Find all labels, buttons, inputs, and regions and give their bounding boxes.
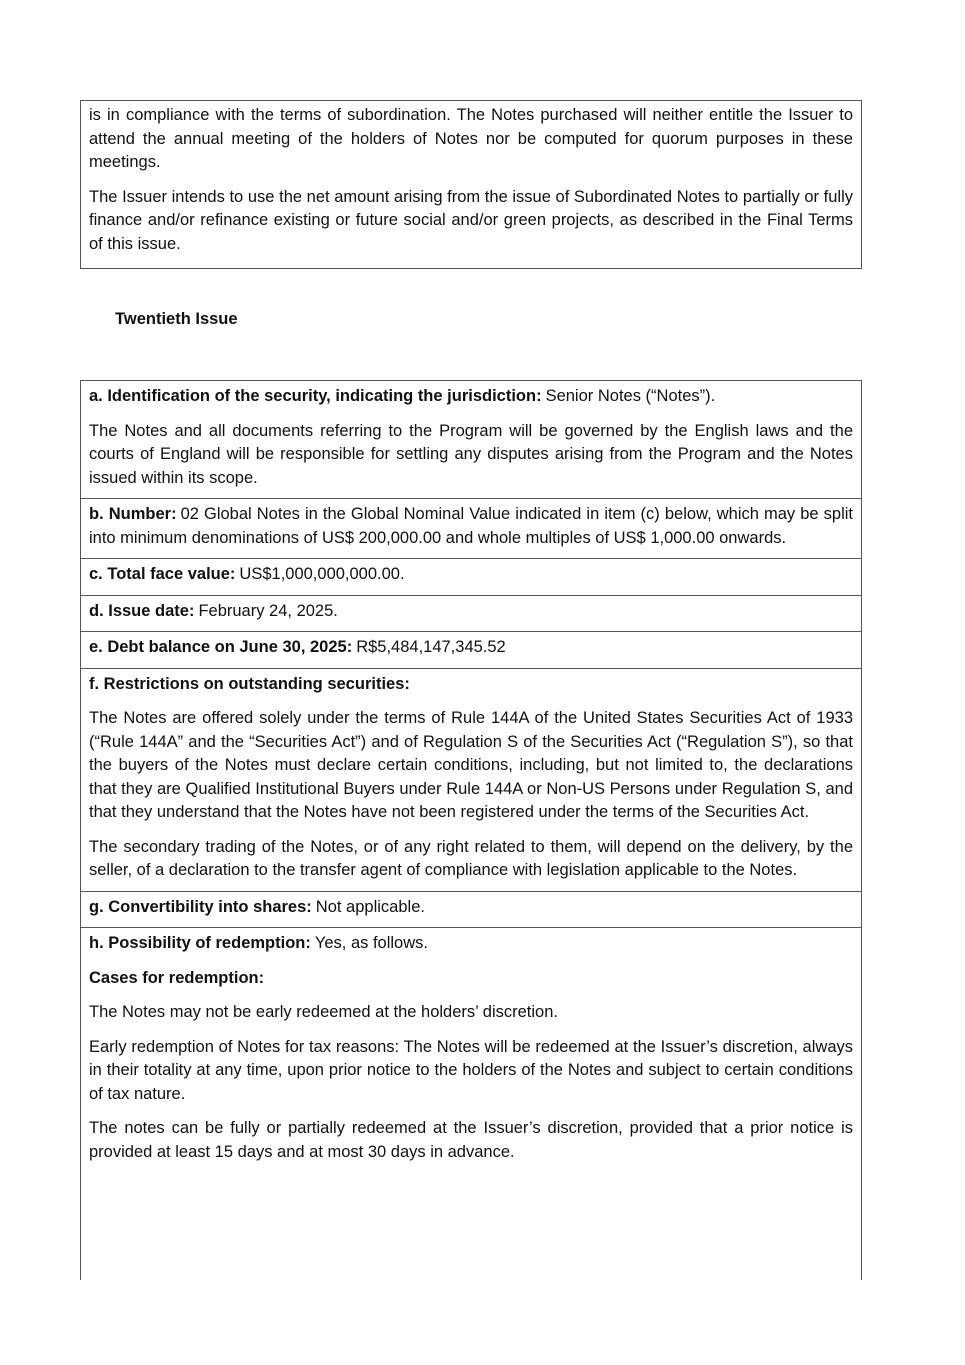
item-c-line [89,563,853,587]
item-h-cases-label: Cases for redemption: [89,968,265,987]
item-c-label: c. Total face value: [89,565,236,583]
item-e-value: R$5,484,147,345.52 [356,638,506,656]
continuation-box [80,100,862,269]
item-h-paragraph-1: The Notes may not be early redeemed at the holders’ discretion. [89,1003,558,1021]
item-a-label: a. Identification of the security, indicating the jurisdiction: [89,387,542,405]
item-h-cases-line [89,967,853,991]
item-a-row [81,381,861,499]
item-d-value: February 24, 2025. [198,601,338,620]
item-d-line [89,600,853,624]
continuation-cell [81,101,861,268]
use-of-proceeds-paragraph: The Issuer intends to use the net amount arising from the issue of Subordinated Notes to partially or fully finance and/or refinance existing or future social and/or green projects, as described in the Final Terms of this issue. [89,187,853,253]
item-f-label: f. Restrictions on outstanding securities: [89,674,410,693]
item-g-row [81,892,861,929]
item-e-row [81,632,861,669]
item-c-value: US$1,000,000,000.00. [239,565,405,583]
item-d-row [81,596,861,633]
item-b-line [89,503,853,550]
item-h-line [89,932,853,956]
item-b-value: 02 Global Notes in the Global Nominal Value indicated in item (c) below, which may be split into minimum denominations of US$ 200,000.00 and whole multiples of US$ 1,000.00 onwards. [89,505,853,547]
item-h-paragraph-2: Early redemption of Notes for tax reasons: The Notes will be redeemed at the Issuer’s discretion, always in their totality at any time, upon prior notice to the holders of the Notes and subject to certain conditions of tax nature. [89,1037,853,1103]
item-e-line [89,636,853,660]
item-h-value: Yes, as follows. [314,934,428,952]
item-f-line [89,673,853,697]
item-a-line [89,385,853,409]
item-f-paragraph-1: The Notes are offered solely under the terms of Rule 144A of the United States Securities Act of 1933 (“Rule 144A” and the “Securities Act”) and of Regulation S of the Securities Act (“Regulation S”), so that the buyers of the Notes must declare certain conditions, including, but not limited to, the declarations that they are Qualified Institutional Buyers under Rule 144A or Non-US Persons under Regulation S, and that they understand that the Notes have not been registered under the terms of the Securities Act. [89,709,853,821]
item-h-paragraph-3: The notes can be fully or partially redeemed at the Issuer’s discretion, provided that a prior notice is provided at least 15 days and at most 30 days in advance. [89,1119,853,1161]
subordination-paragraph: is in compliance with the terms of subordination. The Notes purchased will neither entitle the Issuer to attend the annual meeting of the holders of Notes nor be computed for quorum purposes in these meetings. [89,106,853,171]
item-d-label: d. Issue date: [89,601,195,620]
item-g-value: Not applicable. [315,897,425,916]
section-title: Twentieth Issue [115,310,238,328]
item-h-row [81,928,861,1164]
item-h-label: h. Possibility of redemption: [89,934,311,952]
issue-details-table [80,380,862,1280]
item-c-row [81,559,861,596]
item-b-row [81,499,861,559]
item-e-label: e. Debt balance on June 30, 2025: [89,638,353,656]
item-b-label: b. Number: [89,505,177,523]
item-a-value: Senior Notes (“Notes”). [545,387,716,405]
item-g-label: g. Convertibility into shares: [89,897,312,916]
item-f-row [81,669,861,892]
item-a-paragraph: The Notes and all documents referring to the Program will be governed by the English laws and the courts of England will be responsible for settling any disputes arising from the Program and the Notes issued within its scope. [89,421,853,487]
item-g-line [89,896,853,920]
item-f-paragraph-2: The secondary trading of the Notes, or of any right related to them, will depend on the delivery, by the seller, of a declaration to the transfer agent of compliance with legislation applicable to the Notes. [89,837,853,879]
